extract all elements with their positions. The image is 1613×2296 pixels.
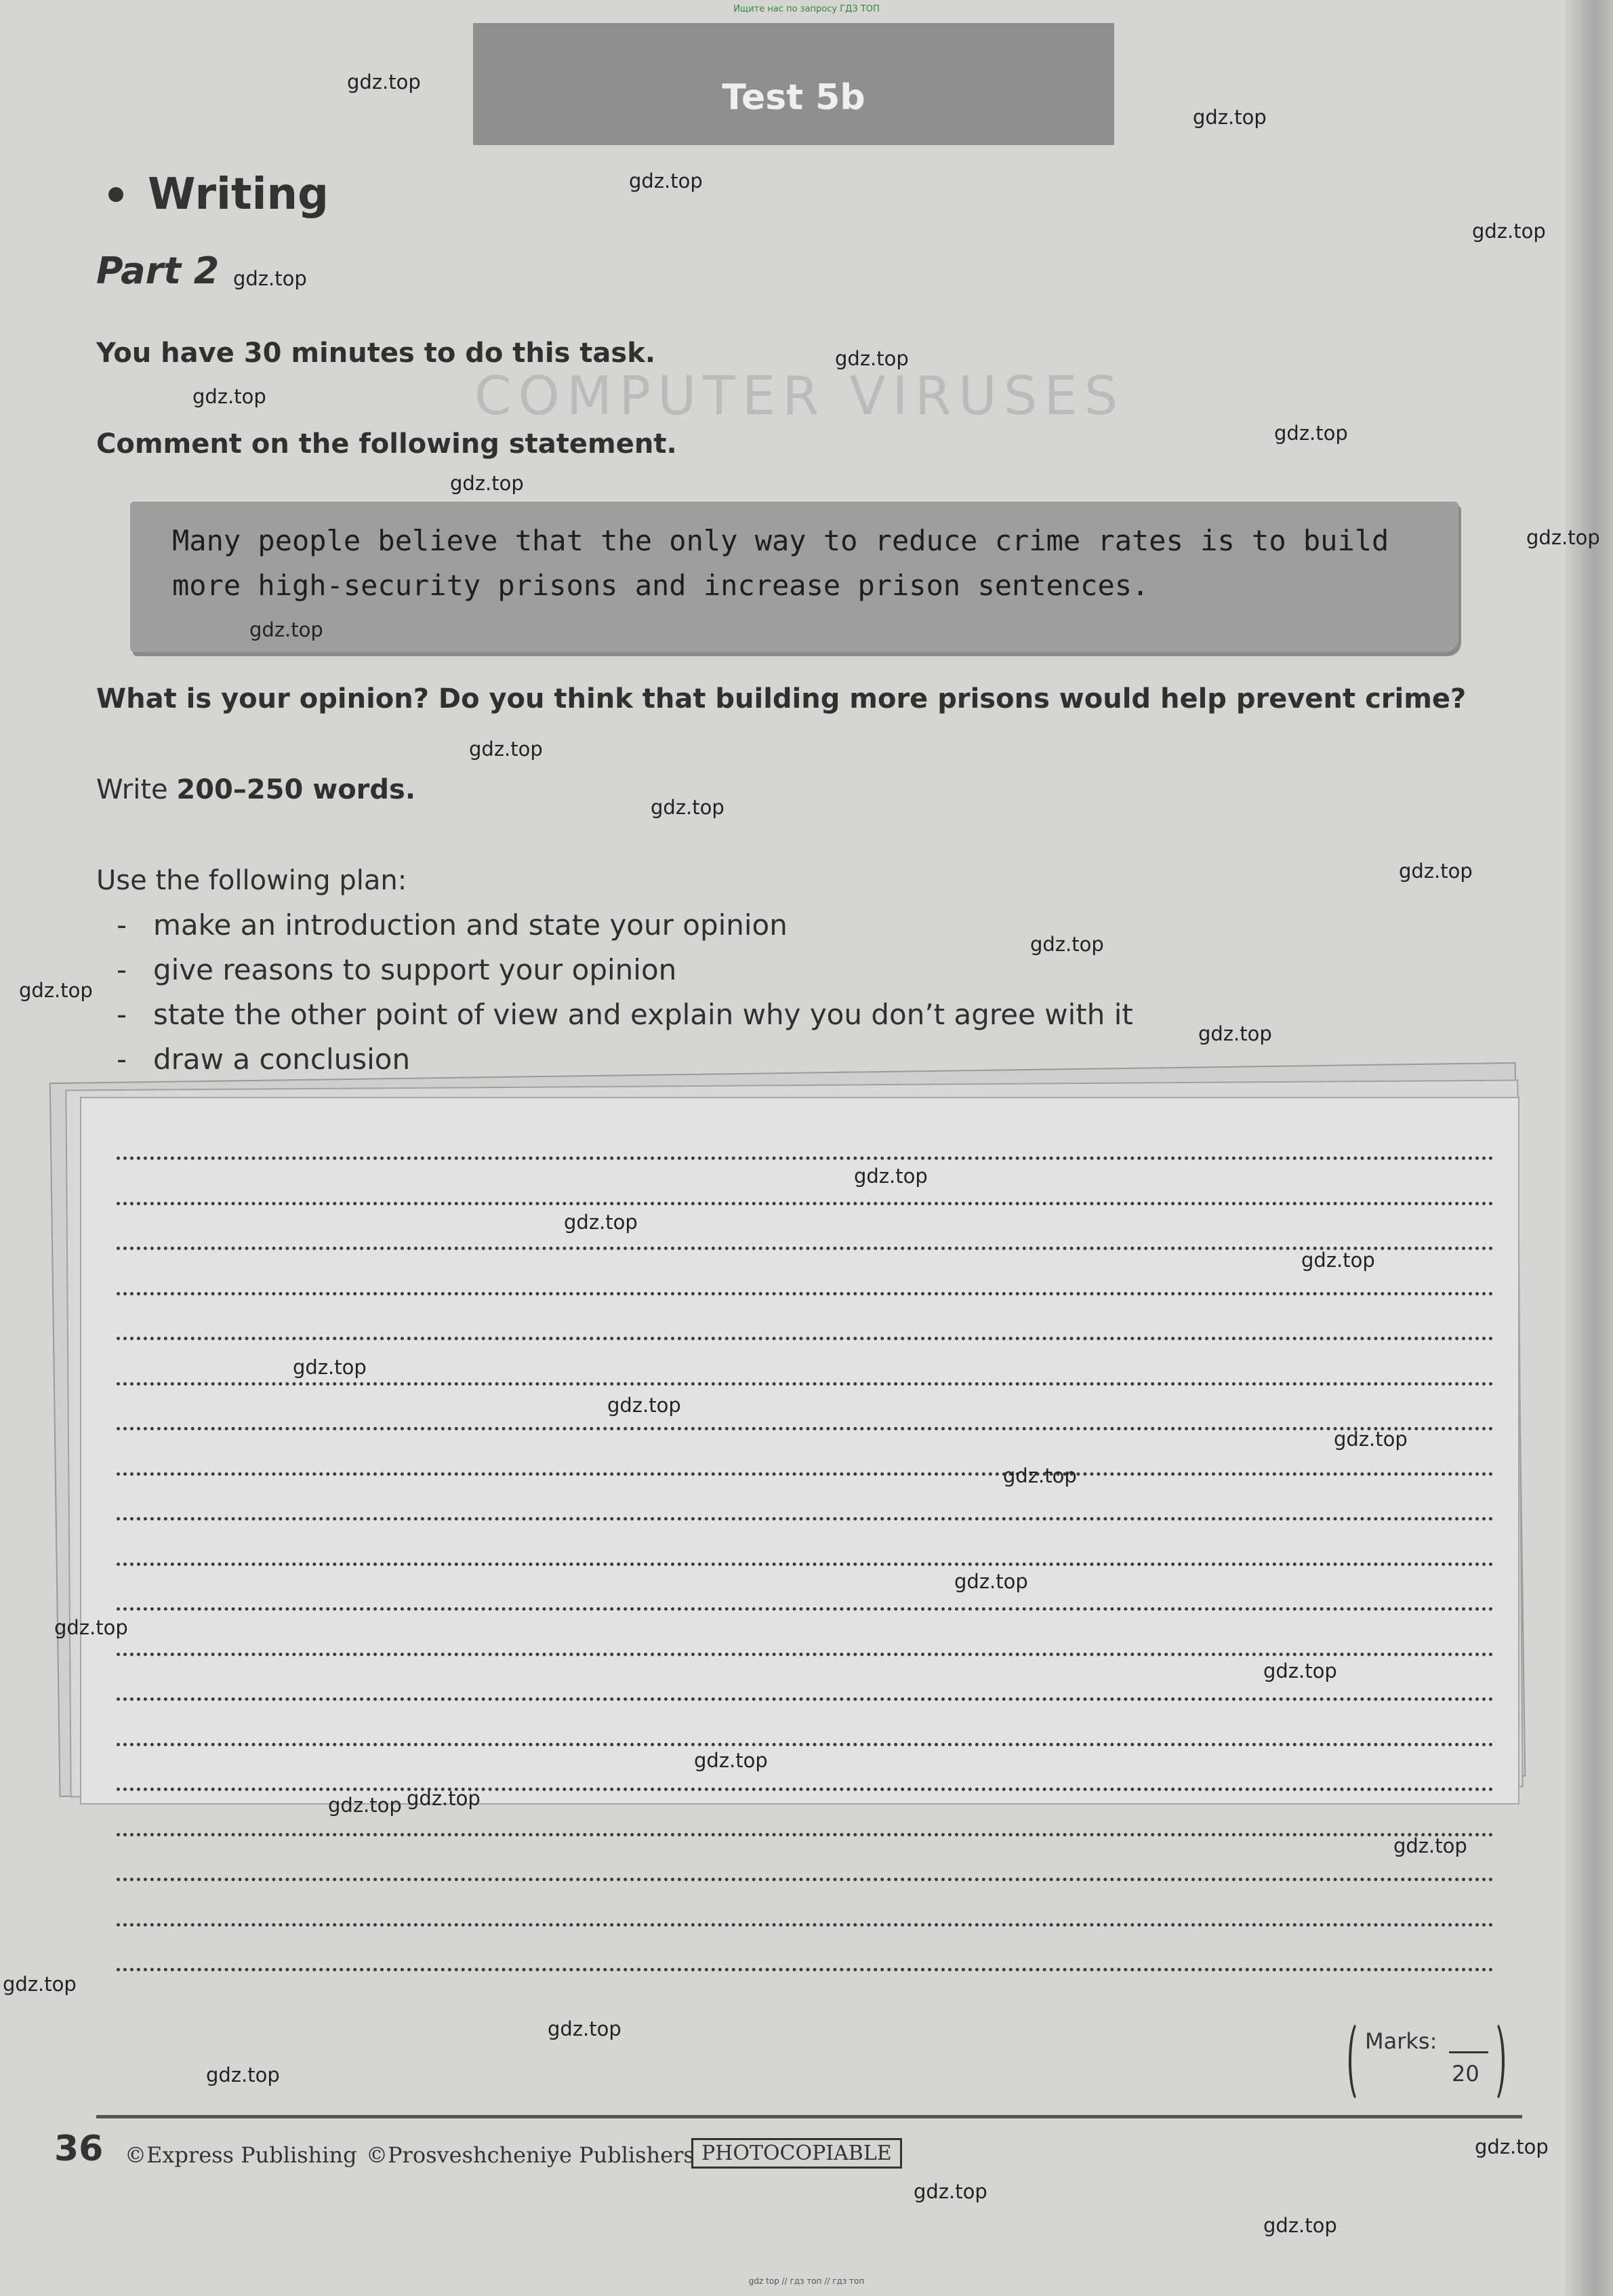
marks-score-line xyxy=(1449,2051,1488,2053)
watermark: gdz.top xyxy=(347,71,421,94)
watermark: gdz.top xyxy=(651,796,724,819)
test-banner: Test 5b xyxy=(473,23,1114,145)
answer-line[interactable] xyxy=(117,1247,1494,1250)
watermark: gdz.top xyxy=(914,2180,987,2203)
plan-dash: - xyxy=(117,998,127,1031)
watermark: gdz.top xyxy=(3,1973,77,1996)
plan-item xyxy=(117,948,1133,992)
watermark: gdz.top xyxy=(564,1211,638,1234)
answer-line[interactable] xyxy=(117,1156,1494,1160)
marks-total: 20 xyxy=(1452,2061,1479,2087)
watermark: gdz.top xyxy=(1030,933,1104,956)
watermark: gdz.top xyxy=(1198,1022,1272,1045)
right-bracket xyxy=(1482,2019,1505,2104)
watermark: gdz.top xyxy=(1475,2135,1549,2158)
plan-dash: - xyxy=(117,1043,127,1076)
watermark: gdz.top xyxy=(206,2063,280,2087)
photocopiable-stamp: PHOTOCOPIABLE xyxy=(691,2138,902,2169)
watermark: gdz.top xyxy=(629,169,703,193)
answer-line[interactable] xyxy=(117,1607,1494,1611)
watermark: gdz.top xyxy=(249,618,323,641)
footer-note: gdz top // гдз топ // гдз топ xyxy=(748,2276,865,2286)
watermark: gdz.top xyxy=(954,1570,1028,1593)
write-prefix: Write xyxy=(96,774,177,805)
header-note: Ищите нас по запросу ГДЗ ТОП xyxy=(733,4,880,14)
plan-dash: - xyxy=(117,908,127,942)
plan-dash: - xyxy=(117,953,127,986)
publisher-prosveshcheniye: ©Prosveshcheniye Publishers xyxy=(366,2142,695,2168)
watermark: gdz.top xyxy=(192,385,266,408)
plan-intro: Use the following plan: xyxy=(96,865,407,896)
watermark: gdz.top xyxy=(1301,1249,1375,1272)
page-number: 36 xyxy=(54,2129,104,2169)
answer-line[interactable] xyxy=(117,1968,1494,1971)
answer-line[interactable] xyxy=(117,1788,1494,1791)
statement-text: Many people believe that the only way to reduce crime rates is to build more high-security prisons and increase prison sentences. xyxy=(172,524,1389,602)
watermark: gdz.top xyxy=(1274,422,1348,445)
watermark: gdz.top xyxy=(1263,2214,1337,2237)
watermark: gdz.top xyxy=(293,1356,367,1379)
comment-instruction: Comment on the following statement. xyxy=(96,428,677,460)
time-instruction: You have 30 minutes to do this task. xyxy=(96,338,656,369)
part-title: Part 2 xyxy=(96,249,220,292)
watermark: gdz.top xyxy=(469,738,543,761)
marks-box xyxy=(1349,2019,1505,2100)
bullet-icon xyxy=(108,187,123,202)
answer-line[interactable] xyxy=(117,1472,1494,1476)
plan-item-text: draw a conclusion xyxy=(153,1043,411,1076)
plan-item-text: give reasons to support your opinion xyxy=(153,953,677,986)
watermark: gdz.top xyxy=(407,1787,481,1810)
answer-line[interactable] xyxy=(117,1382,1494,1386)
page-edge-shadow xyxy=(1566,0,1613,2296)
watermark: gdz.top xyxy=(19,979,93,1002)
answer-line[interactable] xyxy=(117,1923,1494,1927)
watermark: gdz.top xyxy=(233,267,307,290)
watermark: gdz.top xyxy=(1526,526,1600,549)
word-count-instruction xyxy=(96,774,415,805)
watermark: gdz.top xyxy=(1003,1464,1077,1487)
answer-line[interactable] xyxy=(117,1427,1494,1430)
answer-line[interactable] xyxy=(117,1292,1494,1295)
watermark: gdz.top xyxy=(1334,1428,1408,1451)
watermark: gdz.top xyxy=(694,1749,768,1772)
word-count: 200–250 words. xyxy=(176,774,416,805)
answer-line[interactable] xyxy=(117,1202,1494,1205)
watermark: gdz.top xyxy=(835,347,909,370)
watermark: gdz.top xyxy=(328,1794,402,1817)
answer-line[interactable] xyxy=(117,1697,1494,1701)
bleed-through-text: COMPUTER VIRUSES xyxy=(474,366,1125,427)
watermark: gdz.top xyxy=(1393,1834,1467,1857)
publisher-express: ©Express Publishing xyxy=(125,2142,357,2168)
watermark: gdz.top xyxy=(54,1616,128,1639)
section-title-text: Writing xyxy=(148,169,329,220)
watermark: gdz.top xyxy=(548,2017,621,2040)
plan-list xyxy=(117,903,1133,1082)
section-title xyxy=(108,169,329,220)
footer-rule xyxy=(96,2115,1522,2118)
answer-line[interactable] xyxy=(117,1517,1494,1520)
answer-line[interactable] xyxy=(117,1563,1494,1566)
watermark: gdz.top xyxy=(450,472,524,495)
answer-line[interactable] xyxy=(117,1337,1494,1340)
answer-line[interactable] xyxy=(117,1653,1494,1656)
watermark: gdz.top xyxy=(1193,106,1267,129)
marks-label: Marks: xyxy=(1365,2028,1437,2054)
plan-item-text: state the other point of view and explain why you don’t agree with it xyxy=(153,998,1133,1031)
answer-line[interactable] xyxy=(117,1878,1494,1881)
watermark: gdz.top xyxy=(607,1394,681,1417)
answer-line[interactable] xyxy=(117,1833,1494,1836)
answer-line[interactable] xyxy=(117,1743,1494,1746)
watermark: gdz.top xyxy=(1263,1659,1337,1683)
plan-item xyxy=(117,992,1133,1037)
watermark: gdz.top xyxy=(1399,860,1473,883)
watermark: gdz.top xyxy=(1472,220,1546,243)
opinion-question: What is your opinion? Do you think that building more prisons would help prevent crime? xyxy=(96,683,1467,714)
plan-item-text: make an introduction and state your opinion xyxy=(153,908,788,942)
watermark: gdz.top xyxy=(854,1165,928,1188)
plan-item xyxy=(117,903,1133,948)
